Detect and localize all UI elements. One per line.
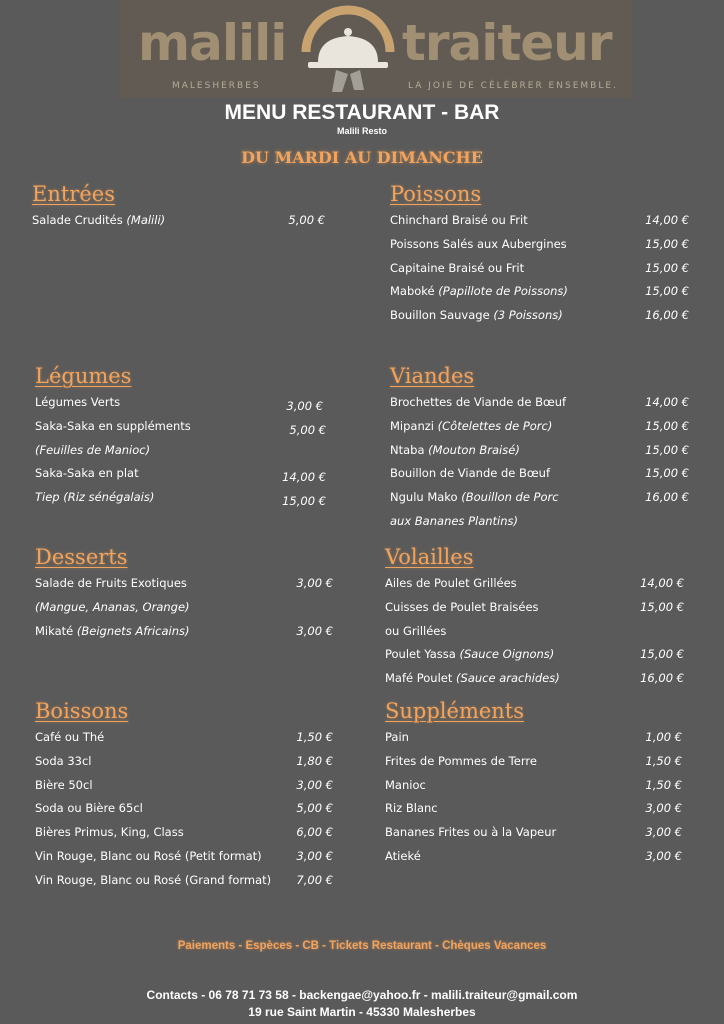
item-price: 3,00 € [296, 623, 333, 638]
item-price: 15,00 € [645, 466, 689, 481]
item-name: Cuisses de Poulet Braisées [385, 599, 539, 614]
item-price: 5,00 € [296, 801, 333, 816]
menu-item [35, 726, 333, 750]
menu-item [390, 462, 689, 486]
menu-item [35, 620, 333, 644]
item-name: Ntaba [390, 442, 429, 457]
item-name: Soda ou Bière 65cl [35, 801, 143, 816]
section-title: Viandes [390, 364, 475, 388]
section-desserts [35, 542, 333, 643]
item-price: 15,00 € [645, 236, 689, 251]
section-entrees [32, 179, 325, 233]
item-name: Riz Blanc [385, 801, 438, 816]
contact-line: Contacts - 06 78 71 73 58 - backengae@yahoo.fr - malili.traiteur@gmail.com [146, 988, 578, 1002]
item-price: 5,00 € [289, 422, 326, 437]
payment-methods: Paiements - Espèces - CB - Tickets Restaurant - Chèques Vacances [177, 940, 547, 952]
item-price: 3,00 € [296, 777, 333, 792]
menu-item [385, 845, 682, 869]
item-price: 14,00 € [645, 213, 689, 227]
item-price: 1,80 € [296, 753, 333, 768]
item-price: 14,00 € [640, 576, 684, 590]
item-name: Ailes de Poulet Grillées [385, 576, 517, 590]
item-name: Poulet Yassa [385, 647, 460, 662]
section-title: Poissons [390, 182, 482, 206]
item-price: 15,00 € [282, 494, 326, 509]
item-price: 1,50 € [645, 753, 682, 768]
item-price: 1,50 € [645, 777, 682, 792]
item-name: Mikaté [35, 623, 77, 638]
item-detail: aux Bananes Plantins) [390, 513, 519, 528]
item-name: Soda 33cl [35, 753, 92, 768]
item-detail: Tiep (Riz sénégalais) [35, 490, 155, 505]
section-viandes [390, 361, 689, 534]
section-boissons [35, 696, 333, 893]
menu-item [35, 797, 333, 821]
item-price: 3,00 € [286, 399, 323, 413]
menu-item [35, 845, 333, 869]
item-name: Brochettes de Viande de Bœuf [390, 395, 567, 409]
item-detail: (Beignets Africains) [76, 623, 190, 638]
address-line: 19 rue Saint Martin - 45330 Malesherbes [248, 1005, 476, 1019]
menu-item [35, 869, 333, 893]
item-price: 14,00 € [645, 395, 689, 409]
section-volailles [385, 542, 684, 691]
menu-item [390, 280, 689, 304]
item-name: Capitaine Braisé ou Frit [390, 260, 525, 275]
item-name: Pain [385, 730, 409, 744]
section-legumes [35, 361, 326, 510]
logo-location: MALESHERBES [172, 81, 261, 91]
menu-item [385, 643, 684, 667]
cloche-icon [296, 4, 400, 96]
item-detail: (Malili) [126, 213, 166, 227]
item-name: Manioc [385, 777, 426, 792]
logo-tagline: LA JOIE DE CÉLÉBRER ENSEMBLE. [408, 81, 618, 91]
menu-item [35, 774, 333, 798]
item-name: Légumes Verts [35, 395, 121, 409]
item-detail: (Sauce Oignons) [459, 647, 555, 662]
item-price: 3,00 € [645, 848, 682, 863]
section-title: Entrées [32, 182, 115, 206]
item-price: 1,00 € [645, 730, 682, 744]
menu-item [390, 415, 689, 439]
item-detail: (Sauce arachides) [456, 671, 560, 686]
menu-item [385, 774, 682, 798]
section-title: Desserts [35, 545, 128, 569]
menu-title: MENU RESTAURANT - BAR [224, 101, 500, 124]
menu-item [385, 726, 682, 750]
section-supplements [385, 696, 682, 869]
item-price: 16,00 € [645, 490, 689, 505]
section-title: Légumes [35, 364, 132, 388]
menu-item [385, 667, 684, 691]
item-price: 15,00 € [645, 284, 689, 299]
menu-item [385, 620, 684, 644]
menu-item [35, 572, 333, 596]
item-name: Frites de Pommes de Terre [385, 753, 537, 768]
item-name: Bière 50cl [35, 777, 93, 792]
menu-item [390, 486, 689, 510]
item-price: 16,00 € [640, 671, 684, 686]
item-name: Bouillon Sauvage [390, 308, 494, 323]
menu-item [385, 750, 682, 774]
section-title: Volailles [385, 545, 474, 569]
menu-item [385, 797, 682, 821]
item-name: Café ou Thé [35, 730, 105, 744]
item-name: Mafé Poulet [385, 671, 457, 686]
item-name: Bananes Frites ou à la Vapeur [385, 825, 557, 840]
item-detail: (3 Poissons) [493, 308, 563, 323]
item-price: 6,00 € [296, 825, 333, 840]
section-poissons [390, 179, 689, 328]
item-price: 3,00 € [645, 825, 682, 840]
item-name: ou Grillées [385, 623, 447, 638]
item-name: Vin Rouge, Blanc ou Rosé (Grand format) [35, 872, 272, 887]
logo-word-left: malili [138, 14, 287, 72]
menu-item [35, 486, 326, 510]
item-name: Saka-Saka en suppléments [35, 418, 191, 433]
item-price: 15,00 € [645, 418, 689, 433]
menu-item [385, 821, 682, 845]
menu-item [390, 304, 689, 328]
menu-item [390, 257, 689, 281]
menu-item [390, 233, 689, 257]
menu-item [35, 415, 326, 439]
item-name: Salade de Fruits Exotiques [35, 576, 187, 590]
section-title: Suppléments [385, 699, 525, 723]
menu-item [35, 596, 333, 620]
opening-days: DU MARDI AU DIMANCHE [241, 148, 483, 167]
item-detail: (Feuilles de Manioc) [35, 442, 151, 457]
logo-banner [120, 0, 632, 98]
item-name: Ngulu Mako [390, 490, 462, 505]
menu-item [390, 391, 689, 415]
menu-item [385, 572, 684, 596]
item-detail: (Mangue, Ananas, Orange) [35, 599, 190, 614]
item-price: 16,00 € [645, 308, 689, 323]
menu-item [35, 391, 326, 415]
item-price: 14,00 € [282, 470, 326, 485]
item-name: Bouillon de Viande de Bœuf [390, 466, 551, 481]
item-price: 5,00 € [288, 213, 325, 227]
item-detail: (Papillote de Poissons) [438, 284, 568, 299]
item-name: Maboké [390, 284, 439, 299]
item-price: 3,00 € [296, 848, 333, 863]
item-name: Bières Primus, King, Class [35, 825, 184, 840]
item-name: Vin Rouge, Blanc ou Rosé (Petit format) [35, 848, 262, 863]
menu-item [35, 439, 326, 463]
item-price: 7,00 € [296, 872, 333, 887]
item-name: Saka-Saka en plat [35, 466, 139, 481]
item-price: 3,00 € [296, 576, 333, 590]
item-price: 15,00 € [640, 599, 684, 614]
section-title: Boissons [35, 699, 129, 723]
item-name: Chinchard Braisé ou Frit [390, 213, 528, 227]
item-price: 3,00 € [645, 801, 682, 816]
item-name: Salade Crudités [32, 213, 127, 227]
item-name: Atieké [385, 848, 421, 863]
menu-subtitle: Malili Resto [336, 126, 387, 136]
menu-item [35, 821, 333, 845]
item-price: 15,00 € [640, 647, 684, 662]
item-price: 15,00 € [645, 260, 689, 275]
item-name: Poissons Salés aux Aubergines [390, 236, 567, 251]
item-detail: (Bouillon de Porc [461, 490, 559, 505]
menu-item [390, 209, 689, 233]
item-detail: (Côtelettes de Porc) [437, 418, 553, 433]
item-name: Mipanzi [390, 418, 438, 433]
menu-item [35, 462, 326, 486]
menu-item [390, 510, 689, 534]
menu-item [32, 209, 325, 233]
item-detail: (Mouton Braisé) [428, 442, 520, 457]
item-price: 1,50 € [296, 730, 333, 744]
menu-item [35, 750, 333, 774]
logo-word-right: traiteur [402, 14, 612, 72]
menu-item [385, 596, 684, 620]
item-price: 15,00 € [645, 442, 689, 457]
menu-item [390, 439, 689, 463]
